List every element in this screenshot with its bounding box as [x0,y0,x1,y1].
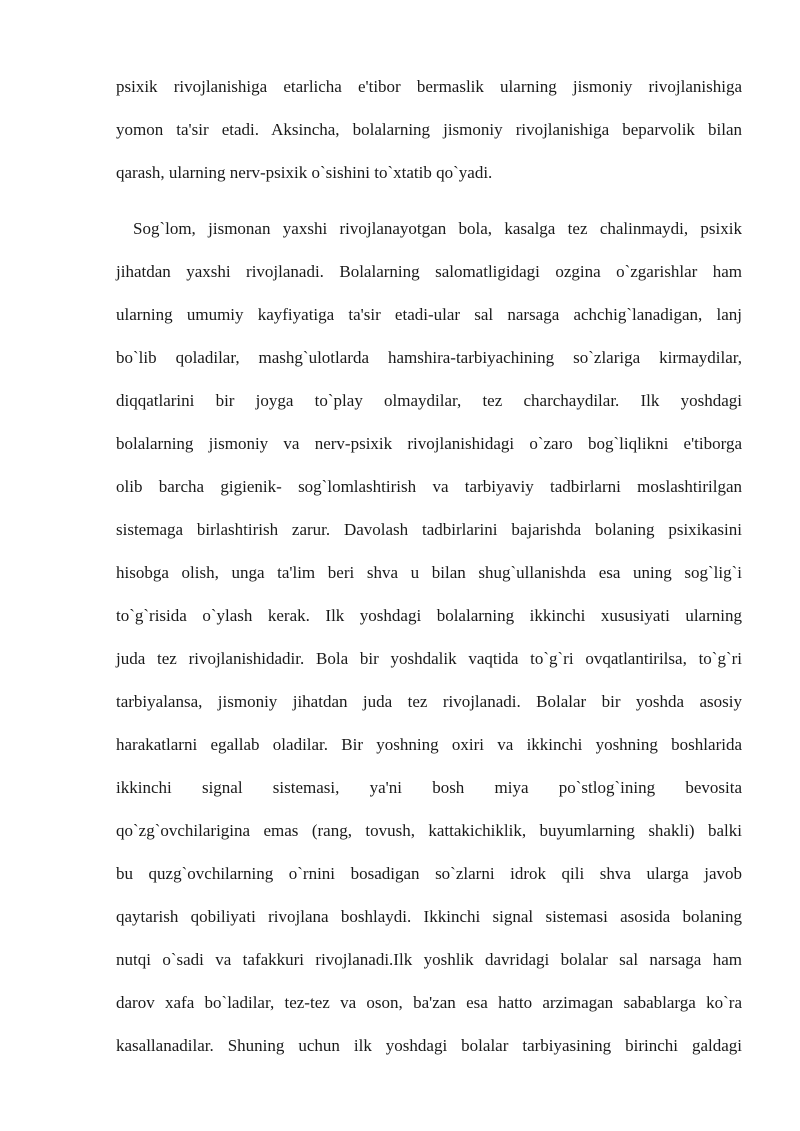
text-line: bo`lib qoladilar, mashg`ulotlarda hamshira-tarbiyachining so`zlariga kirmaydilar, [116,348,742,367]
text-line: qarash, ularning nerv-psixik o`sishini to`xtatib qo`yadi. [116,163,493,182]
text-line: darov xafa bo`ladilar, tez-tez va oson, ba'zan esa hatto arzimagan sabablarga ko`ra [116,993,742,1012]
text-line: yomon ta'sir etadi. Aksincha, bolalarning jismoniy rivojlanishiga beparvolik bilan [116,120,742,139]
text-line: psixik rivojlanishiga etarlicha e'tibor bermaslik ularning jismoniy rivojlanishiga [116,77,742,96]
text-line: bu quzg`ovchilarning o`rnini bosadigan so`zlarni idrok qili shva ularga javob [116,864,742,883]
text-line: jihatdan yaxshi rivojlanadi. Bolalarning salomatligidagi ozgina o`zgarishlar ham [116,262,742,281]
text-line: sistemaga birlashtirish zarur. Davolash tadbirlarini bajarishda bolaning psixikasini [116,520,742,539]
text-line: Sog`lom, jismonan yaxshi rivojlanayotgan bola, kasalga tez chalinmaydi, psixik [133,219,742,238]
text-line: tarbiyalansa, jismoniy jihatdan juda tez rivojlanadi. Bolalar bir yoshda asosiy [116,692,742,711]
text-line: bolalarning jismoniy va nerv-psixik rivojlanishidagi o`zaro bog`liqlikni e'tiborga [116,434,742,453]
text-line: nutqi o`sadi va tafakkuri rivojlanadi.Ilk yoshlik davridagi bolalar sal narsaga ham [116,950,742,969]
text-line: qo`zg`ovchilarigina emas (rang, tovush, kattakichiklik, buyumlarning shakli) balki [116,821,742,840]
text-line: juda tez rivojlanishidadir. Bola bir yoshdalik vaqtida to`g`ri ovqatlantirilsa, to`g`ri [116,649,742,668]
text-line: kasallanadilar. Shuning uchun ilk yoshdagi bolalar tarbiyasining birinchi galdagi [116,1036,742,1055]
text-line: harakatlarni egallab oladilar. Bir yoshning oxiri va ikkinchi yoshning boshlarida [116,735,742,754]
text-line: olib barcha gigienik- sog`lomlashtirish va tarbiyaviy tadbirlarni moslashtirilgan [116,477,742,496]
text-line: qaytarish qobiliyati rivojlana boshlaydi. Ikkinchi signal sistemasi asosida bolaning [116,907,742,926]
text-line: hisobga olish, unga ta'lim beri shva u bilan shug`ullanishda esa uning sog`lig`i [116,563,742,582]
text-line: to`g`risida o`ylash kerak. Ilk yoshdagi bolalarning ikkinchi xususiyati ularning [116,606,742,625]
text-line: diqqatlarini bir joyga to`play olmaydilar, tez charchaydilar. Ilk yoshdagi [116,391,742,410]
text-line: ularning umumiy kayfiyatiga ta'sir etadi-ular sal narsaga achchig`lanadigan, lanj [116,305,742,324]
text-line: ikkinchi signal sistemasi, ya'ni bosh miya po`stlog`ining bevosita [116,778,742,797]
